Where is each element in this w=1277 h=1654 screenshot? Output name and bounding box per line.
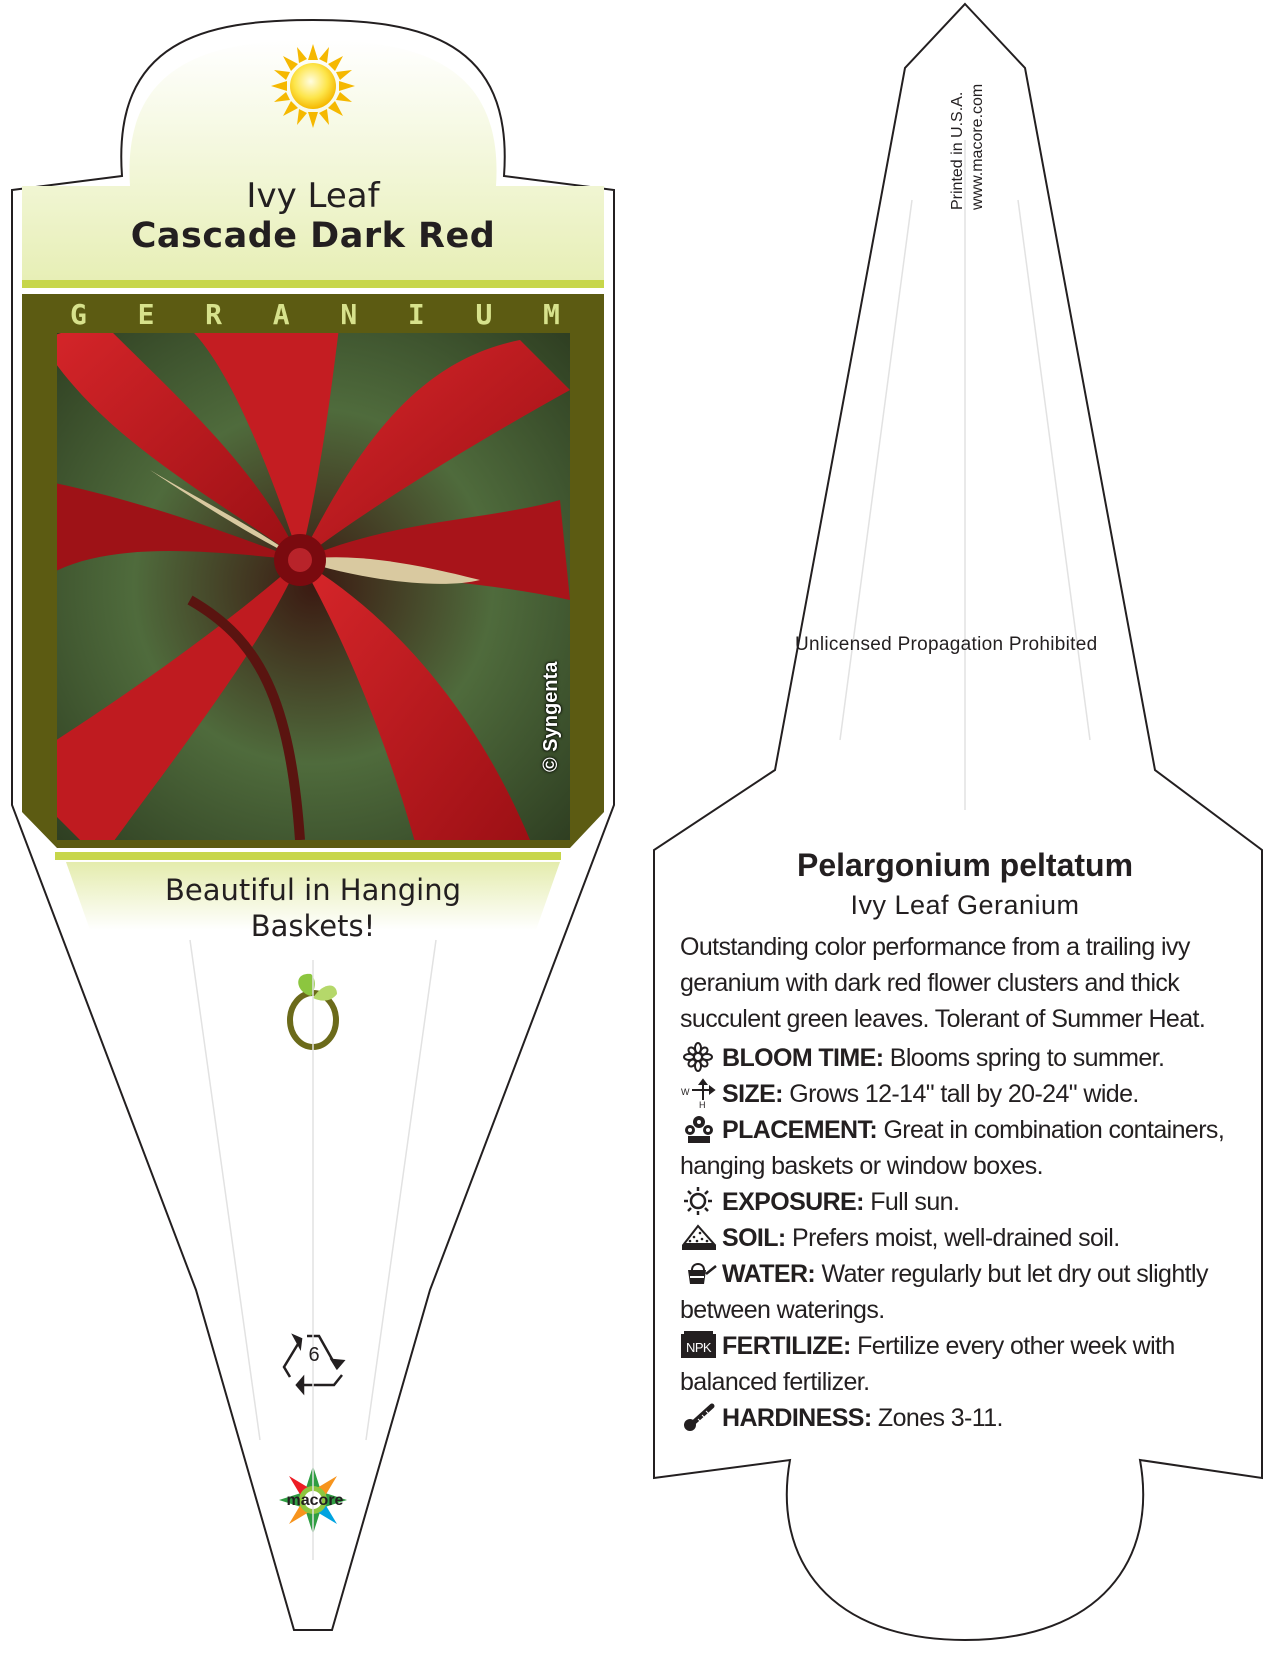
genus-letter: E: [137, 298, 155, 331]
care-fertilize: [680, 1328, 1240, 1400]
genus-letter: A: [272, 298, 290, 331]
lime-divider: [22, 280, 604, 288]
botanical-name: Pelargonium peltatum: [796, 847, 1134, 883]
care-size: [680, 1076, 1240, 1112]
care-label: WATER:: [722, 1260, 816, 1288]
care-label: SIZE:: [722, 1080, 783, 1108]
common-name: Ivy Leaf Geranium: [850, 890, 1080, 920]
description: Outstanding color performance from a trailing ivy geranium with dark red flower clusters and thick succulent green leaves. Tolerant of Summer Heat.: [680, 933, 1206, 1033]
tagline: Beautiful in Hanging Baskets!: [164, 873, 462, 943]
lime-divider-lower: [55, 852, 561, 860]
printed-country: Printed in U.S.A.: [949, 91, 966, 210]
genus-letter: I: [407, 298, 425, 331]
care-soil: [680, 1220, 1240, 1256]
care-label: FERTILIZE:: [722, 1332, 851, 1360]
care-text: Blooms spring to summer.: [883, 1044, 1165, 1072]
cultivar-name: Cascade Dark Red: [130, 216, 496, 256]
care-text: Fertilize every other week with balanced fertilizer.: [680, 1332, 1175, 1396]
genus-letter: N: [340, 298, 358, 331]
genus-letter: R: [205, 298, 223, 331]
npk-label: NPK: [686, 1340, 711, 1355]
care-exposure: [680, 1184, 1240, 1220]
width-letter: W: [681, 1087, 689, 1097]
printed-info: [948, 84, 988, 210]
care-label: PLACEMENT:: [722, 1116, 878, 1144]
care-text: Zones 3-11.: [871, 1404, 1003, 1432]
sun-icon: [271, 44, 355, 128]
flower-photo: [10, 320, 570, 860]
propagation-notice: Unlicensed Propagation Prohibited: [795, 634, 1098, 655]
care-water: [680, 1256, 1240, 1328]
care-hardiness: [680, 1400, 1240, 1436]
care-text: Grows 12-14" tall by 20-24" wide.: [782, 1080, 1139, 1108]
care-label: SOIL:: [722, 1224, 786, 1252]
cultivar-series: Ivy Leaf: [246, 176, 380, 216]
website: www.macore.com: [969, 83, 986, 210]
npk-icon: [680, 1330, 718, 1360]
soil-icon: [680, 1222, 718, 1252]
photo-credit: © Syngenta: [540, 661, 562, 772]
genus-letter: M: [543, 298, 560, 331]
recycle-number: 6: [308, 1344, 320, 1366]
care-text: Full sun.: [863, 1188, 960, 1216]
placement-icon: [680, 1114, 718, 1144]
size-icon: [680, 1078, 718, 1108]
flower-icon: [680, 1042, 718, 1072]
care-instructions: [680, 1040, 1240, 1436]
care-text: Prefers moist, well-drained soil.: [785, 1224, 1120, 1252]
care-text: Great in combination containers, hanging baskets or window boxes.: [680, 1116, 1225, 1180]
genus-banner: [70, 298, 560, 331]
sun-icon: [680, 1186, 718, 1216]
care-label: HARDINESS:: [722, 1404, 872, 1432]
genus-letter: G: [70, 298, 87, 331]
watering-can-icon: [680, 1258, 718, 1288]
genus-letter: U: [475, 298, 493, 331]
brand-name: macore: [286, 1492, 344, 1509]
thermometer-icon: [680, 1402, 718, 1432]
care-text: Water regularly but let dry out slightly between waterings.: [680, 1260, 1208, 1324]
care-bloom-time: [680, 1040, 1240, 1076]
care-label: EXPOSURE:: [722, 1188, 864, 1216]
height-letter: H: [699, 1100, 705, 1108]
care-placement: [680, 1112, 1240, 1184]
care-label: BLOOM TIME:: [722, 1044, 884, 1072]
